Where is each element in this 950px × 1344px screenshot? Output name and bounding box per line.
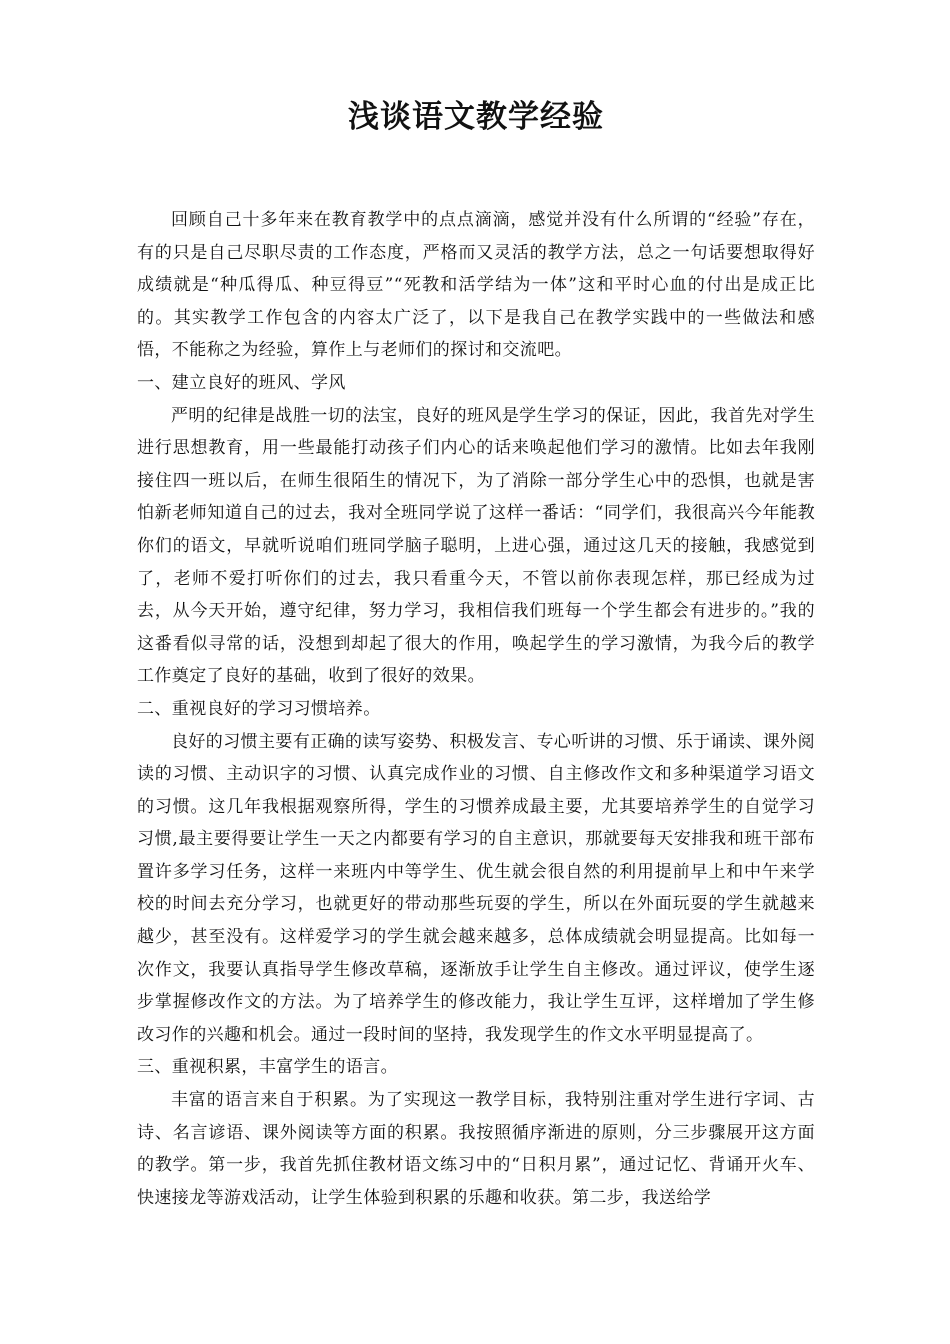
- document-body: [137, 204, 815, 1214]
- section-heading-2: 二、重视良好的学习习惯培养。: [137, 698, 381, 719]
- paragraph-section-1: 严明的纪律是战胜一切的法宝，良好的班风是学生学习的保证，因此，我首先对学生进行思想教育，用一些最能打动孩子们内心的话来唤起他们学习的激情。比如去年我刚接住四一班以后，在师生很陌生的情况下，为了消除一部分学生心中的恐惧，也就是害怕新老师知道自己的过去，我对全班同学说了这样一番话：“同学们，我很高兴今年能教你们的语文，早就听说咱们班同学脑子聪明，上进心强，通过这几天的接触，我感觉到了，老师不爱打听你们的过去，我只看重今天，不管以前你表现怎样，那已经成为过去，从今天开始，遵守纪律，努力学习，我相信我们班每一个学生都会有进步的。”我的这番看似寻常的话，没想到却起了很大的作用，唤起学生的学习激情，为我今后的教学工作奠定了良好的基础，收到了很好的效果。: [137, 405, 815, 687]
- section-heading-3: 三、重视积累，丰富学生的语言。: [137, 1057, 398, 1078]
- document-title: 浅谈语文教学经验: [348, 99, 604, 135]
- section-heading-1: 一、建立良好的班风、学风: [137, 372, 346, 393]
- paragraph-section-2: 良好的习惯主要有正确的读写姿势、积极发言、专心听讲的习惯、乐于诵读、课外阅读的习惯、主动识字的习惯、认真完成作业的习惯、自主修改作文和多种渠道学习语文的习惯。这几年我根据观察所得，学生的习惯养成最主要，尤其要培养学生的自觉学习习惯,最主要得要让学生一天之内都要有学习的自主意识，那就要每天安排我和班干部布置许多学习任务，这样一来班内中等学生、优生就会很自然的利用提前早上和中午来学校的时间去充分学习，也就更好的带动那些玩耍的学生，所以在外面玩耍的学生就越来越少，甚至没有。这样爱学习的学生就会越来越多，总体成绩就会明显提高。比如每一次作文，我要认真指导学生修改草稿，逐渐放手让学生自主修改。通过评议，使学生逐步掌握修改作文的方法。为了培养学生的修改能力，我让学生互评，这样增加了学生修改习作的兴趣和机会。通过一段时间的坚持，我发现学生的作文水平明显提高了。: [137, 731, 815, 1045]
- paragraph-intro: 回顾自己十多年来在教育教学中的点点滴滴，感觉并没有什么所谓的“经验”存在，有的只是自己尽职尽责的工作态度，严格而又灵活的教学方法，总之一句话要想取得好成绩就是“种瓜得瓜、种豆得豆”“死教和活学结为一体”这和平时心血的付出是成正比的。其实教学工作包含的内容太广泛了，以下是我自己在教学实践中的一些做法和感悟，不能称之为经验，算作上与老师们的探讨和交流吧。: [137, 210, 815, 361]
- paragraph-section-3: 丰富的语言来自于积累。为了实现这一教学目标，我特别注重对学生进行字词、古诗、名言谚语、课外阅读等方面的积累。我按照循序渐进的原则，分三步骤展开这方面的教学。第一步，我首先抓住教材语文练习中的“日积月累”，通过记忆、背诵开火车、快速接龙等游戏活动，让学生体验到积累的乐趣和收获。第二步，我送给学: [137, 1090, 815, 1208]
